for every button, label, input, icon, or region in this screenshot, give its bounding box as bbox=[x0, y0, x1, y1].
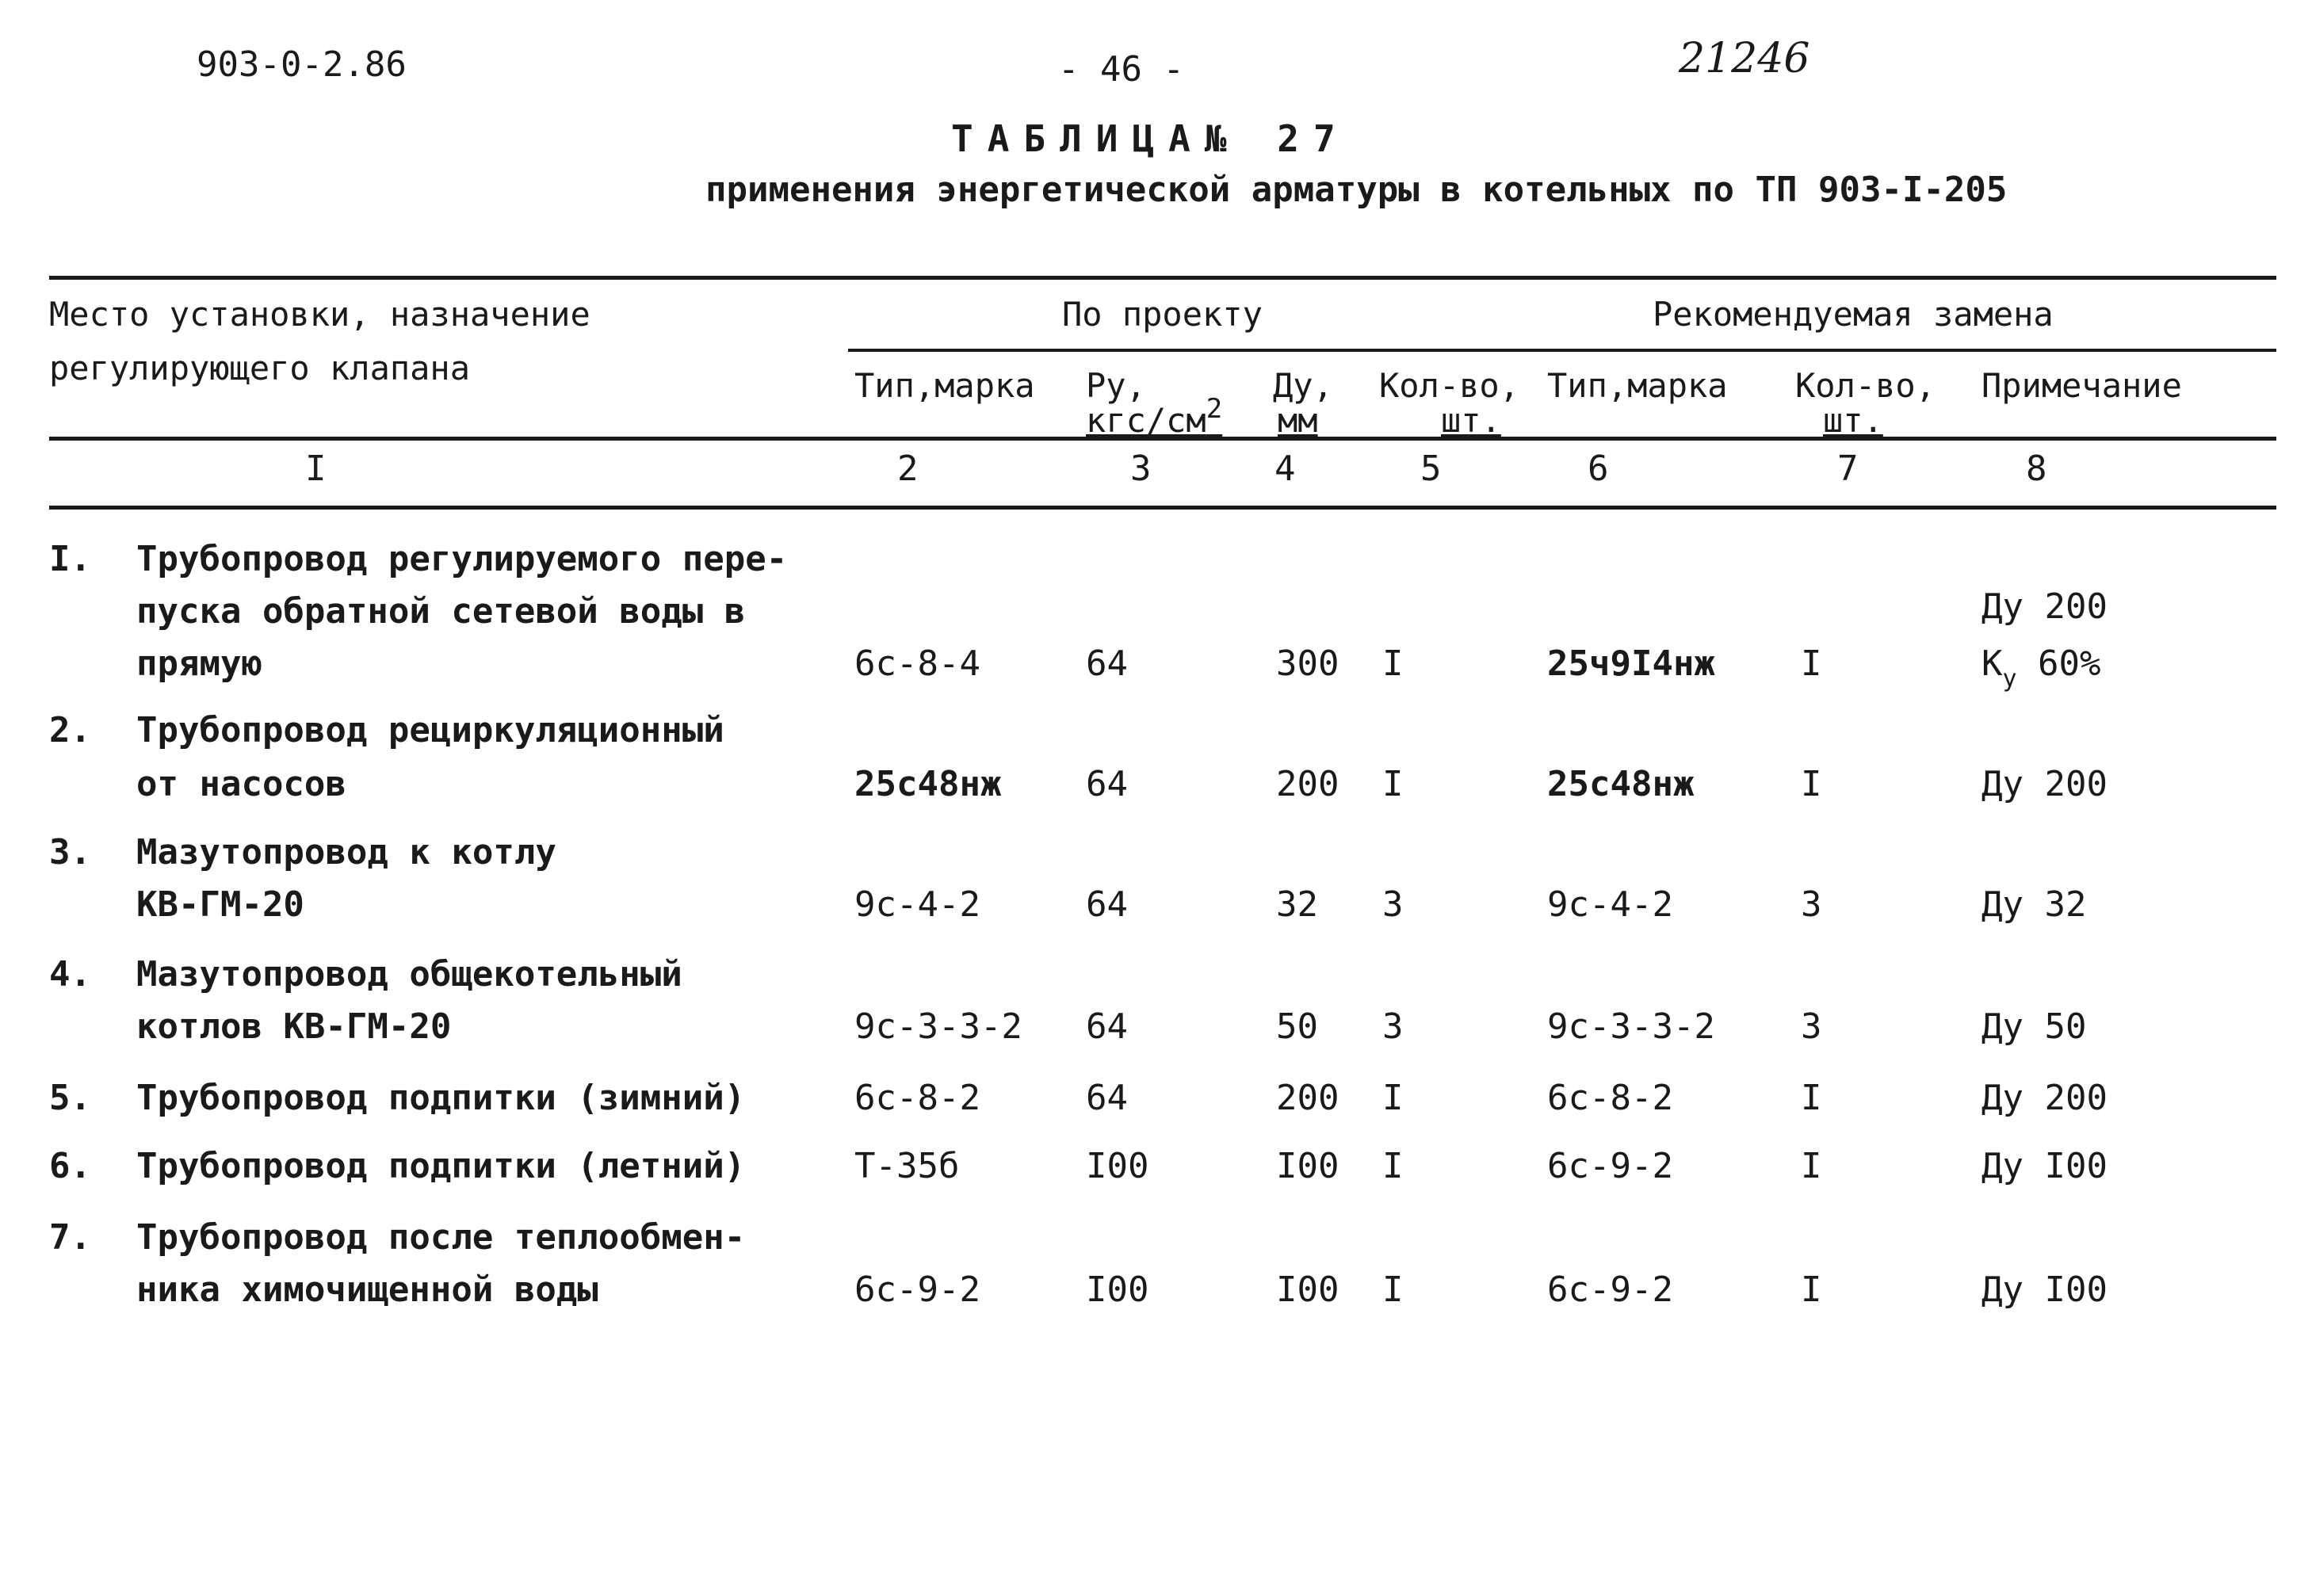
row-quantity: I bbox=[1382, 764, 1404, 804]
header-type-grade: Тип,марка bbox=[854, 366, 1035, 405]
header-pressure-unit: кгс/$см^2$ bbox=[1086, 393, 1223, 440]
header-quantity: Кол-во, bbox=[1379, 366, 1520, 405]
row-place: ника химочищенной воды bbox=[136, 1270, 598, 1310]
row-diameter: 32 bbox=[1276, 884, 1318, 925]
column-number: 3 bbox=[1130, 449, 1152, 489]
row-pressure: 64 bbox=[1086, 643, 1128, 684]
row-quantity: I bbox=[1382, 1078, 1404, 1118]
row-number: I. bbox=[49, 539, 91, 579]
header-diameter: Ду, bbox=[1273, 366, 1333, 405]
header-group-replacement: Рекомендуемая замена bbox=[1653, 295, 2054, 334]
row-type: 6с-8-2 bbox=[854, 1078, 980, 1118]
header-new-type-grade: Тип,марка bbox=[1547, 366, 1728, 405]
row-new-type: 6с-8-2 bbox=[1547, 1078, 1673, 1118]
row-pressure: 64 bbox=[1086, 764, 1128, 804]
row-new-type: 25ч9I4нж bbox=[1547, 643, 1715, 684]
row-new-quantity: I bbox=[1801, 643, 1822, 684]
row-place: Трубопровод подпитки (зимний) bbox=[136, 1078, 746, 1118]
row-pressure: 64 bbox=[1086, 1078, 1128, 1118]
row-place: прямую bbox=[136, 643, 262, 684]
column-number: 4 bbox=[1274, 449, 1296, 489]
row-diameter: I00 bbox=[1276, 1270, 1339, 1310]
row-pressure: I00 bbox=[1086, 1146, 1149, 1186]
row-number: 3. bbox=[49, 832, 91, 872]
row-number: 4. bbox=[49, 954, 91, 995]
row-note: Ду I00 bbox=[1981, 1146, 2108, 1186]
row-place: Трубопровод после теплообмен- bbox=[136, 1217, 746, 1258]
column-number-rule bbox=[49, 506, 2276, 510]
row-pressure: I00 bbox=[1086, 1270, 1149, 1310]
row-place: котлов КВ-ГМ-20 bbox=[136, 1006, 452, 1047]
row-new-type: 6с-9-2 bbox=[1547, 1146, 1673, 1186]
page-number: - 46 - bbox=[1058, 49, 1184, 90]
row-place: КВ-ГМ-20 bbox=[136, 884, 304, 925]
archive-stamp-number: 21246 bbox=[1679, 35, 1810, 82]
column-number: 8 bbox=[2026, 449, 2047, 489]
column-number: 2 bbox=[897, 449, 919, 489]
row-place: от насосов bbox=[136, 764, 346, 804]
row-number: 5. bbox=[49, 1078, 91, 1118]
row-diameter: 300 bbox=[1276, 643, 1339, 684]
row-place: Трубопровод регулируемого пере- bbox=[136, 539, 788, 579]
row-diameter: 200 bbox=[1276, 1078, 1339, 1118]
row-quantity: I bbox=[1382, 643, 1404, 684]
header-diameter-unit: мм bbox=[1278, 401, 1318, 440]
row-note: Ду 200 bbox=[1981, 586, 2108, 627]
row-quantity: 3 bbox=[1382, 884, 1404, 925]
row-number: 7. bbox=[49, 1217, 91, 1258]
column-number: 6 bbox=[1588, 449, 1609, 489]
column-number: 5 bbox=[1420, 449, 1442, 489]
row-type: Т-35б bbox=[854, 1146, 960, 1186]
row-new-quantity: I bbox=[1801, 764, 1822, 804]
column-number: 7 bbox=[1837, 449, 1859, 489]
row-diameter: 200 bbox=[1276, 764, 1339, 804]
row-new-quantity: I bbox=[1801, 1078, 1822, 1118]
row-new-quantity: 3 bbox=[1801, 1006, 1822, 1047]
row-note: Ду 32 bbox=[1981, 884, 2087, 925]
header-note: Примечание bbox=[1981, 366, 2182, 405]
row-new-type: 6с-9-2 bbox=[1547, 1270, 1673, 1310]
row-note-kv: $К_у$ 60% bbox=[1981, 643, 2101, 693]
row-quantity: 3 bbox=[1382, 1006, 1404, 1047]
row-note: Ду 50 bbox=[1981, 1006, 2087, 1047]
row-place: Трубопровод подпитки (летний) bbox=[136, 1146, 746, 1186]
row-type: 9с-4-2 bbox=[854, 884, 980, 925]
row-type: 25с48нж bbox=[854, 764, 1002, 804]
row-diameter: 50 bbox=[1276, 1006, 1318, 1047]
row-new-quantity: 3 bbox=[1801, 884, 1822, 925]
row-new-type: 9с-3-3-2 bbox=[1547, 1006, 1715, 1047]
row-note: Ду 200 bbox=[1981, 764, 2108, 804]
row-new-type: 25с48нж bbox=[1547, 764, 1695, 804]
row-place: Трубопровод рециркуляционный bbox=[136, 710, 724, 750]
row-number: 6. bbox=[49, 1146, 91, 1186]
header-new-quantity-unit: шт. bbox=[1823, 401, 1883, 440]
row-quantity: I bbox=[1382, 1146, 1404, 1186]
column-number: I bbox=[305, 449, 327, 489]
row-pressure: 64 bbox=[1086, 884, 1128, 925]
row-type: 9с-3-3-2 bbox=[854, 1006, 1022, 1047]
row-new-quantity: I bbox=[1801, 1146, 1822, 1186]
row-type: 6с-8-4 bbox=[854, 643, 980, 684]
row-number: 2. bbox=[49, 710, 91, 750]
row-note: Ду I00 bbox=[1981, 1270, 2108, 1310]
table-top-rule bbox=[49, 276, 2276, 280]
row-quantity: I bbox=[1382, 1270, 1404, 1310]
header-new-quantity: Кол-во, bbox=[1795, 366, 1936, 405]
group-header-rule bbox=[848, 349, 2276, 352]
header-place-line1: Место установки, назначение bbox=[49, 295, 590, 334]
row-new-type: 9с-4-2 bbox=[1547, 884, 1673, 925]
row-note: Ду 200 bbox=[1981, 1078, 2108, 1118]
row-pressure: 64 bbox=[1086, 1006, 1128, 1047]
row-place: Мазутопровод общекотельный bbox=[136, 954, 682, 995]
row-diameter: I00 bbox=[1276, 1146, 1339, 1186]
row-place: пуска обратной сетевой воды в bbox=[136, 591, 746, 632]
document-number: 903-0-2.86 bbox=[197, 44, 407, 85]
row-type: 6с-9-2 bbox=[854, 1270, 980, 1310]
row-new-quantity: I bbox=[1801, 1270, 1822, 1310]
header-group-project: По проекту bbox=[1062, 295, 1263, 334]
header-place-line2: регулирующего клапана bbox=[49, 349, 471, 388]
table-subtitle: применения энергетической арматуры в котельных по ТП 903-I-205 bbox=[705, 170, 2008, 210]
row-place: Мазутопровод к котлу bbox=[136, 832, 556, 872]
table-title: ТАБЛИЦА№ 27 bbox=[951, 117, 1350, 160]
header-pressure: Ру, bbox=[1086, 366, 1146, 405]
header-quantity-unit: шт. bbox=[1441, 401, 1501, 440]
